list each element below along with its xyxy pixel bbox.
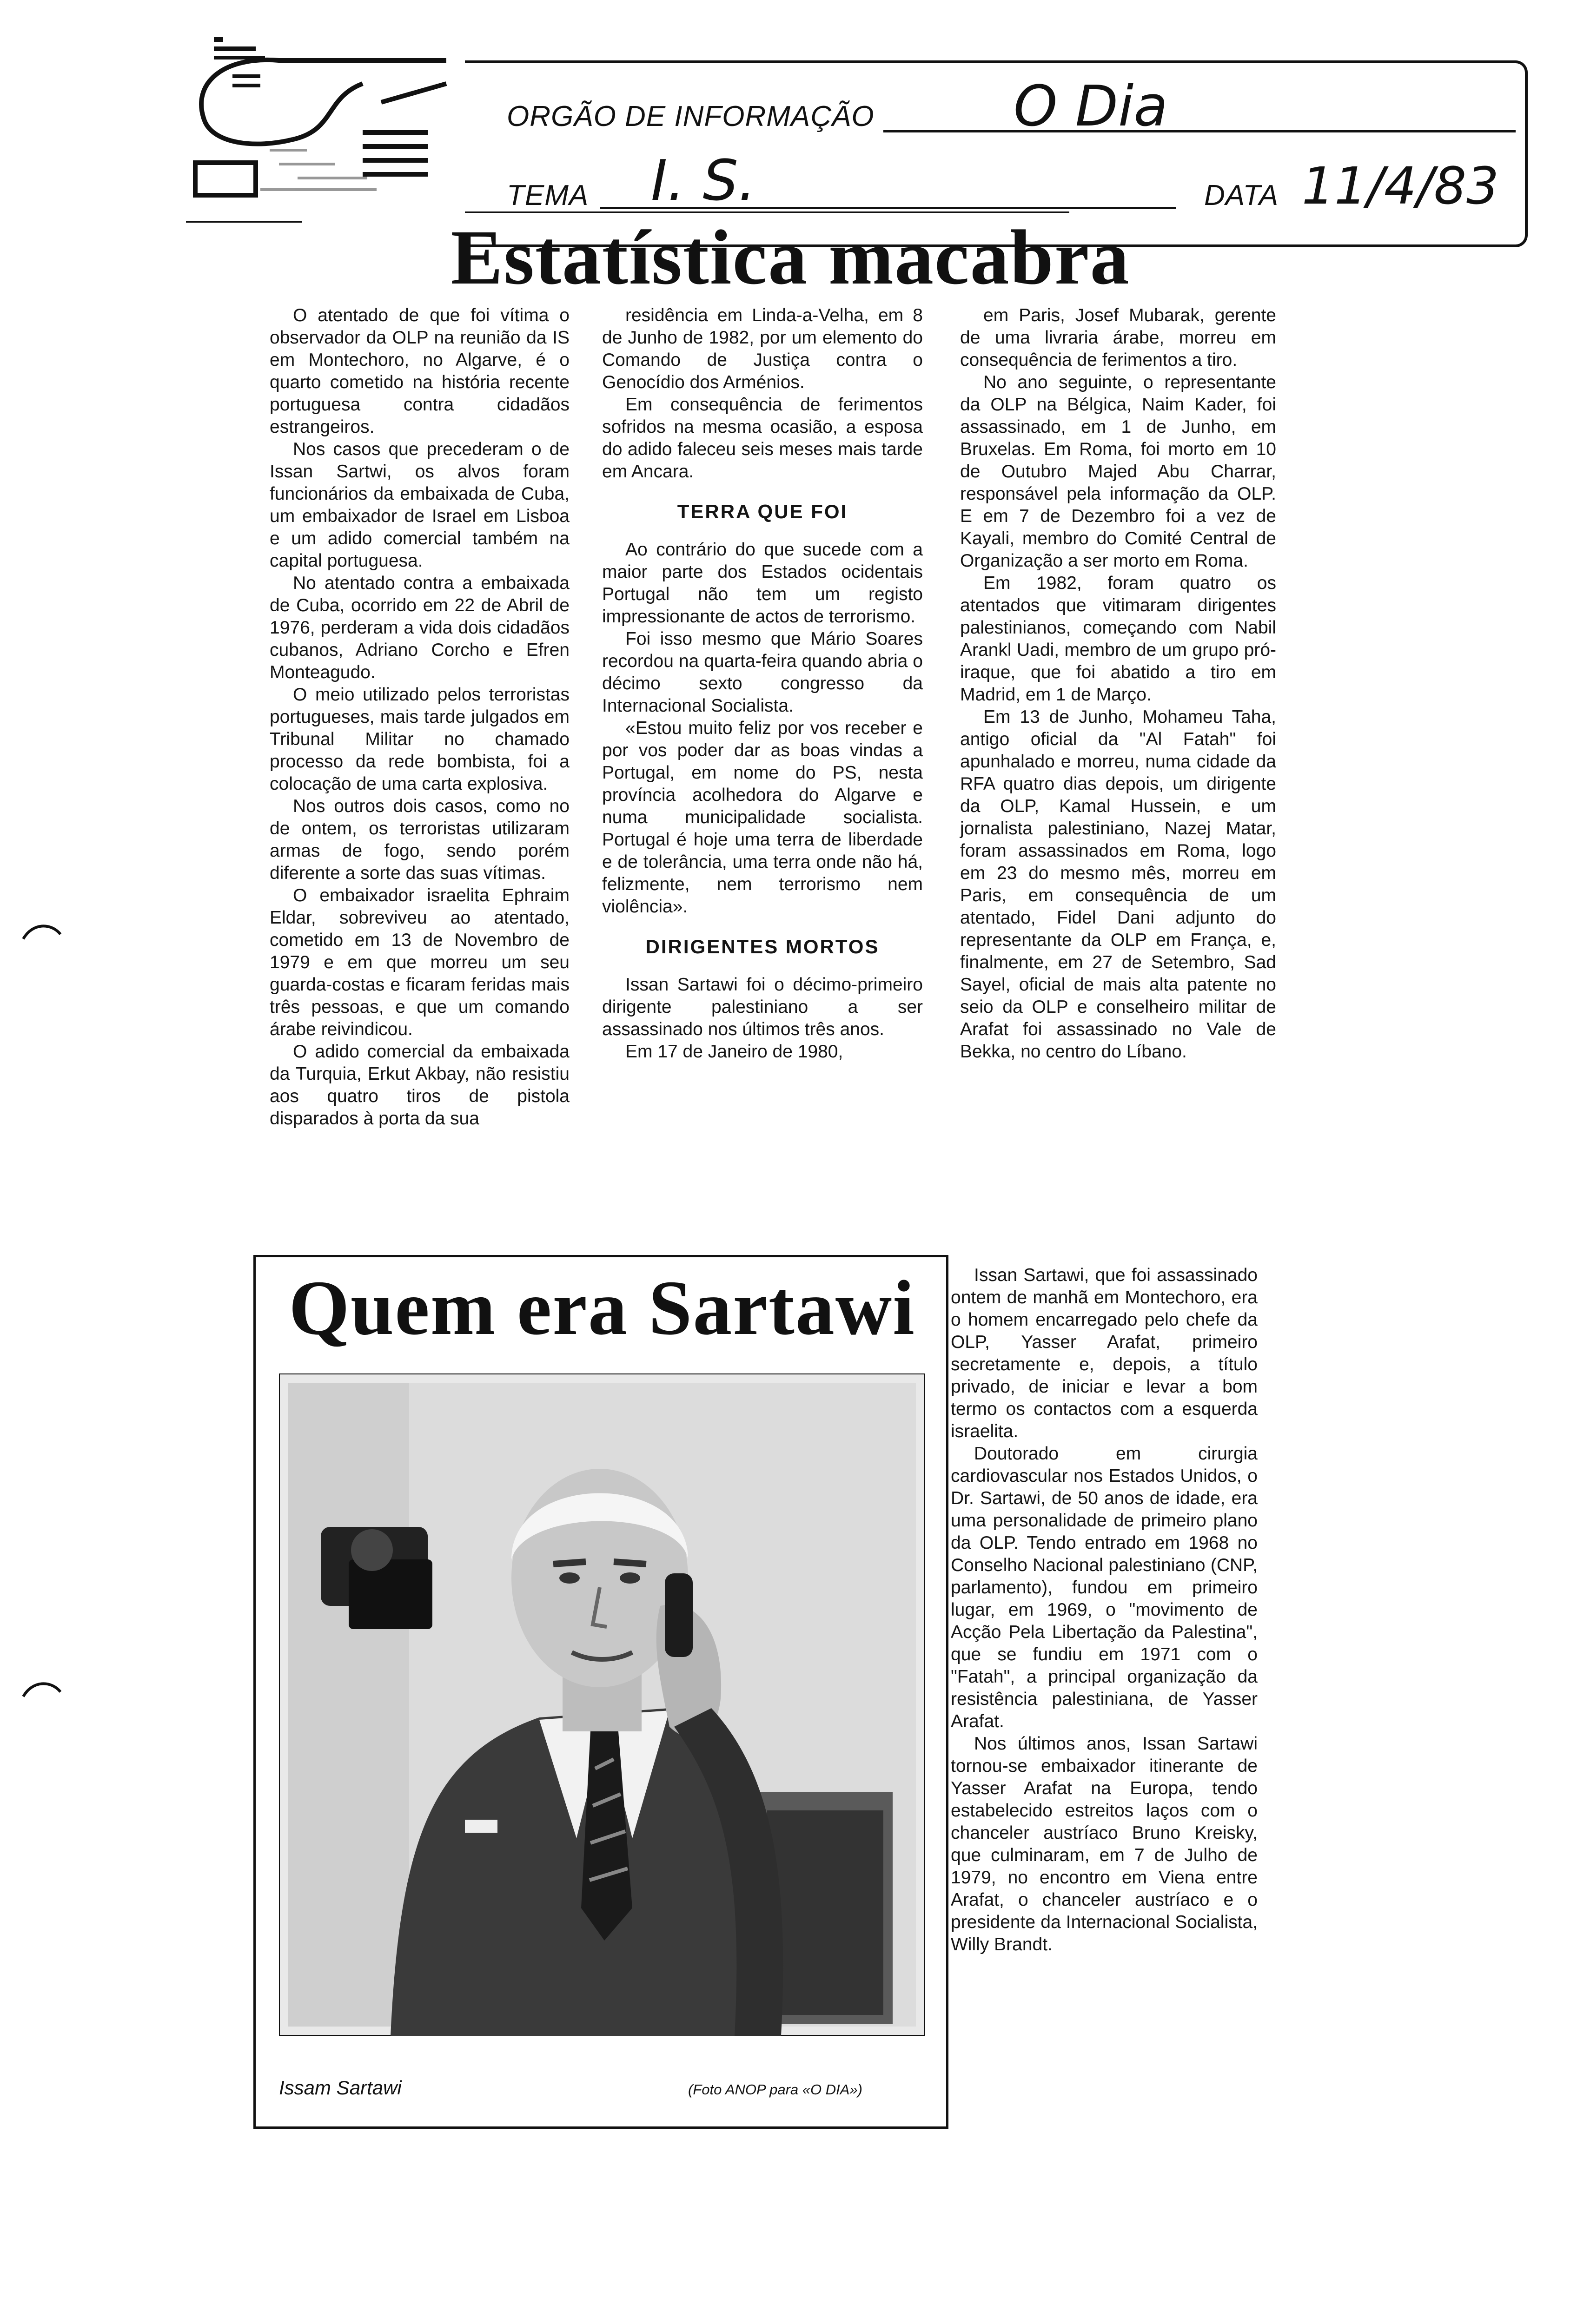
theme-label: TEMA — [507, 179, 589, 211]
organ-label: ORGÃO DE INFORMAÇÃO — [507, 100, 875, 132]
article-paragraph: Em 17 de Janeiro de 1980, — [625, 1042, 843, 1062]
organ-rule — [883, 130, 1516, 132]
portrait-photo — [279, 1373, 925, 2036]
binding-hole-mark — [21, 920, 63, 944]
article-paragraph: Em 13 de Junho, Mohameu Taha, antigo oficial da "Al Fatah" foi apunhalado e morreu, numa cidade da RFA quatro dias depois, um dirigente da OLP, Kamal Hussein, e um jornalista palestiniano, Nazej Matar, foram assassinados em Roma, logo em 23 do mesmo mês, morreu em Paris, em consequência de um atentado, Fidel Dani adjunto do representante da OLP em França, e, finalmente, em 27 de Setembro, Sad Sayel, oficial de mais alta patente no seio da OLP e conselheiro militar de Arafat foi assassinado no Vale de Bekka, no centro do Líbano. — [960, 707, 1276, 1062]
sidebar-title: Quem era Sartawi — [289, 1265, 915, 1351]
form-bottom-rule — [465, 211, 1069, 213]
binding-hole-mark — [21, 1678, 63, 1701]
date-value: 11/4/83 — [1302, 156, 1499, 216]
date-label: DATA — [1204, 179, 1279, 211]
article-paragraph: O meio utilizado pelos terroristas portugueses, mais tarde julgados em Tribunal Militar no chamado processo da rede bombista, foi a colocação de uma carta explosiva. — [270, 685, 570, 794]
photo-credit: (Foto ANOP para «O DIA») — [688, 2081, 862, 2098]
article-column-3 — [960, 304, 1276, 1063]
photo-caption: Issam Sartawi — [279, 2077, 402, 2099]
article-paragraph: O embaixador israelita Ephraim Eldar, sobreviveu ao atentado, cometido em 13 de Novembro de 1979 e em que morreu um seu guarda-costas e ficaram feridas mais três pessoas, e que um comando árabe reivindicou. — [270, 885, 570, 1039]
article-paragraph: No atentado contra a embaixada de Cuba, ocorrido em 22 de Abril de 1976, perderam a vida dois cidadãos cubanos, Adriano Corcho e Efren Monteagudo. — [270, 573, 570, 682]
subhead-dirigentes-mortos: DIRIGENTES MORTOS — [645, 936, 880, 957]
article-paragraph: Nos casos que precederam o de Issan Sartwi, os alvos foram funcionários da embaixada de Cuba, um embaixador de Israel em Lisboa e um adido comercial também na capital portuguesa. — [270, 439, 570, 571]
article-paragraph: No ano seguinte, o representante da OLP na Bélgica, Naim Kader, foi assassinado, em 1 de Junho, em Bruxelas. Em Roma, foi morto em 10 de Outubro Majed Abu Charrar, responsável pela informação da OLP. E em 7 de Dezembro foi a vez de Kayali, membro do Comité Central de Organização a ser morto em Roma. — [960, 372, 1276, 571]
article-paragraph: Ao contrário do que sucede com a maior parte dos Estados ocidentais Portugal não tem um registo impressionante de actos de terrorismo. — [602, 540, 923, 627]
sidebar-paragraph: Doutorado em cirurgia cardiovascular nos Estados Unidos, o Dr. Sartawi, de 50 anos de idade, era uma personalidade de primeiro plano da OLP. Tendo entrado em 1968 no Conselho Nacional palestiniano (CNP, parlamento), fundou em primeiro lugar, em 1969, o "movimento de Acção Pela Libertação da Palestina", que se fundiu em 1971 com o "Fatah", a principal organização da resistência palestiniana, de Yasser Arafat. — [951, 1444, 1258, 1731]
article-paragraph: Foi isso mesmo que Mário Soares recordou na quarta-feira quando abria o décimo sexto congresso da Internacional Socialista. — [602, 629, 923, 716]
theme-value: I. S. — [651, 149, 756, 213]
article-paragraph: Em consequência de ferimentos sofridos na mesma ocasião, a esposa do adido faleceu seis meses mais tarde em Ancara. — [602, 395, 923, 482]
article-paragraph: Issan Sartawi foi o décimo-primeiro dirigente palestiniano a ser assassinado nos últimos três anos. — [602, 975, 923, 1039]
article-column-2 — [602, 304, 923, 1063]
sidebar-paragraph: Issan Sartawi, que foi assassinado ontem de manhã em Montechoro, era o homem encarregado pelo chefe da OLP, Yasser Arafat, primeiro secretamente e, depois, a título privado, de iniciar e levar a bom termo os contactos com a esquerda israelita. — [951, 1265, 1258, 1441]
article-column-1 — [270, 304, 570, 1130]
sidebar-text — [951, 1264, 1258, 1956]
left-separator — [186, 221, 302, 223]
subhead-terra-que-foi: TERRA QUE FOI — [677, 501, 848, 522]
article-paragraph: O atentado de que foi vítima o observador da OLP na reunião da IS em Montechoro, no Algarve, é o quarto cometido na história recente portuguesa contra cidadãos estrangeiros. — [270, 305, 570, 437]
archive-logo — [186, 28, 456, 200]
sidebar-paragraph: Nos últimos anos, Issan Sartawi tornou-se embaixador itinerante de Yasser Arafat na Europa, tendo estabelecido estreitos laços com o chanceler austríaco Bruno Kreisky, que culminaram, em 7 de Julho de 1979, no encontro em Viena entre Arafat, o chanceler austríaco e o presidente da Internacional Socialista, Willy Brandt. — [951, 1734, 1258, 1954]
article-paragraph: O adido comercial da embaixada da Turquia, Erkut Akbay, não resistiu aos quatro tiros de pistola disparados à porta da sua — [270, 1042, 570, 1129]
article-paragraph: Nos outros dois casos, como no de ontem, os terroristas utilizaram armas de fogo, sendo porém diferente a sorte das suas vítimas. — [270, 796, 570, 883]
organ-value: O Dia — [1014, 74, 1168, 139]
article-paragraph: residência em Linda-a-Velha, em 8 de Junho de 1982, por um elemento do Comando de Justiça contra o Genocídio dos Arménios. — [602, 305, 923, 392]
article-paragraph: em Paris, Josef Mubarak, gerente de uma livraria árabe, morreu em consequência de ferimentos a tiro. — [960, 305, 1276, 370]
article-paragraph: Em 1982, foram quatro os atentados que vitimaram dirigentes palestinianos, começando com Nabil Arankl Uadi, membro de um grupo pró-iraque, que foi abatido a tiro em Madrid, em 1 de Março. — [960, 573, 1276, 705]
article-headline: Estatística macabra — [451, 214, 1130, 301]
article-paragraph: «Estou muito feliz por vos receber e por vos poder dar as boas vindas a Portugal, em nome do PS, nesta província acolhedora do Algarve e numa municipalidade socialista. Portugal é hoje uma terra de liberdade e de tolerância, uma terra onde não há, felizmente, nem terrorismo nem violência». — [602, 718, 923, 917]
